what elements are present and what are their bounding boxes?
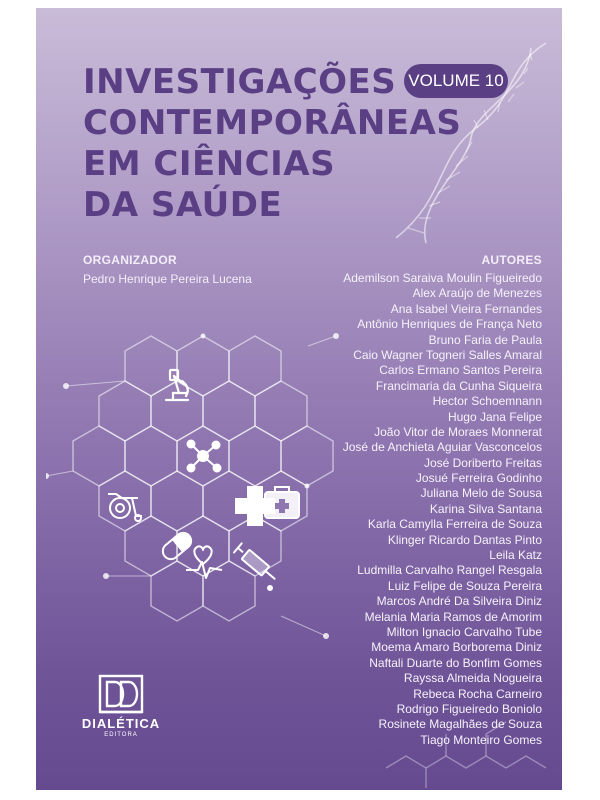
- author-name: Karina Silva Santana: [429, 501, 542, 516]
- title-line: EM CIÊNCIAS: [83, 144, 336, 184]
- author-name: Antônio Henriques de França Neto: [357, 317, 542, 332]
- publisher-logo-icon: [98, 674, 144, 714]
- first-aid-kit-icon: [265, 487, 299, 518]
- author-name: Carlos Ermano Santos Pereira: [379, 363, 542, 378]
- author-name: Naftali Duarte do Bonfim Gomes: [369, 655, 542, 670]
- title-line: CONTEMPORÂNEAS: [83, 103, 462, 143]
- author-name: Ademilson Saraiva Moulin Figueiredo: [343, 271, 542, 285]
- author-name: Hugo Jana Felipe: [447, 409, 542, 424]
- author-name: Leila Katz: [489, 548, 542, 563]
- author-name: Alex Araújo de Menezes: [412, 286, 542, 301]
- author-name: Luiz Felipe de Souza Pereira: [387, 578, 542, 593]
- author-name: Rodrigo Figueiredo Boniolo: [396, 701, 542, 716]
- author-name: Hector Schoemnann: [432, 394, 542, 409]
- author-name: José Doriberto Freitas: [423, 455, 542, 470]
- author-name: Marcos André Da Silveira Diniz: [376, 594, 542, 609]
- wheelchair-icon: [108, 494, 142, 521]
- author-name: Ana Isabel Vieira Fernandes: [390, 301, 542, 316]
- organizer-label: ORGANIZADOR: [83, 253, 177, 267]
- bottom-molecule-decoration: [366, 708, 556, 788]
- author-name: Rosinete Magalhães de Souza: [378, 717, 542, 732]
- title-line: DA SAÚDE: [83, 185, 283, 225]
- molecule-icon: [188, 441, 221, 472]
- organizer-name: Pedro Henrique Pereira Lucena: [83, 272, 252, 286]
- author-name: Tiago Monteiro Gomes: [420, 732, 542, 747]
- author-name: Bruno Faria de Paula: [428, 332, 542, 347]
- volume-badge: VOLUME 10: [404, 64, 508, 98]
- hexagon-illustration: [46, 326, 346, 666]
- title-line: INVESTIGAÇÕES: [83, 62, 397, 102]
- author-name: Caio Wagner Togneri Salles Amaral: [353, 347, 542, 362]
- publisher-name: DIALÉTICA: [81, 716, 161, 731]
- author-name: Moema Amaro Borborema Diniz: [371, 640, 542, 655]
- author-name: Josué Ferreira Godinho: [415, 471, 542, 486]
- pill-icon: [160, 530, 195, 563]
- author-name: Karla Camylla Ferreira de Souza: [367, 517, 542, 532]
- author-name: José de Anchieta Aguiar Vasconcelos: [342, 440, 542, 455]
- author-name: Rebeca Rocha Carneiro: [413, 686, 542, 701]
- authors-label: AUTORES: [481, 253, 542, 267]
- publisher-subtitle: EDITORA: [104, 732, 138, 738]
- heartbeat-icon: [186, 546, 222, 578]
- book-cover: [36, 8, 562, 790]
- author-name: Francimaria da Cunha Siqueira: [375, 378, 542, 393]
- author-name: Klinger Ricardo Dantas Pinto: [387, 532, 542, 547]
- author-name: João Vitor de Moraes Monnerat: [374, 424, 542, 439]
- author-name: Ludmilla Carvalho Rangel Resgala: [357, 563, 542, 578]
- author-name: Milton Ignacio Carvalho Tube: [386, 624, 542, 639]
- author-name: Juliana Melo de Sousa: [420, 486, 542, 501]
- authors-list: [343, 271, 542, 748]
- author-name: Rayssa Almeida Nogueira: [403, 671, 542, 686]
- author-name: Melania Maria Ramos de Amorim: [364, 609, 542, 624]
- publisher-logo: [76, 674, 166, 754]
